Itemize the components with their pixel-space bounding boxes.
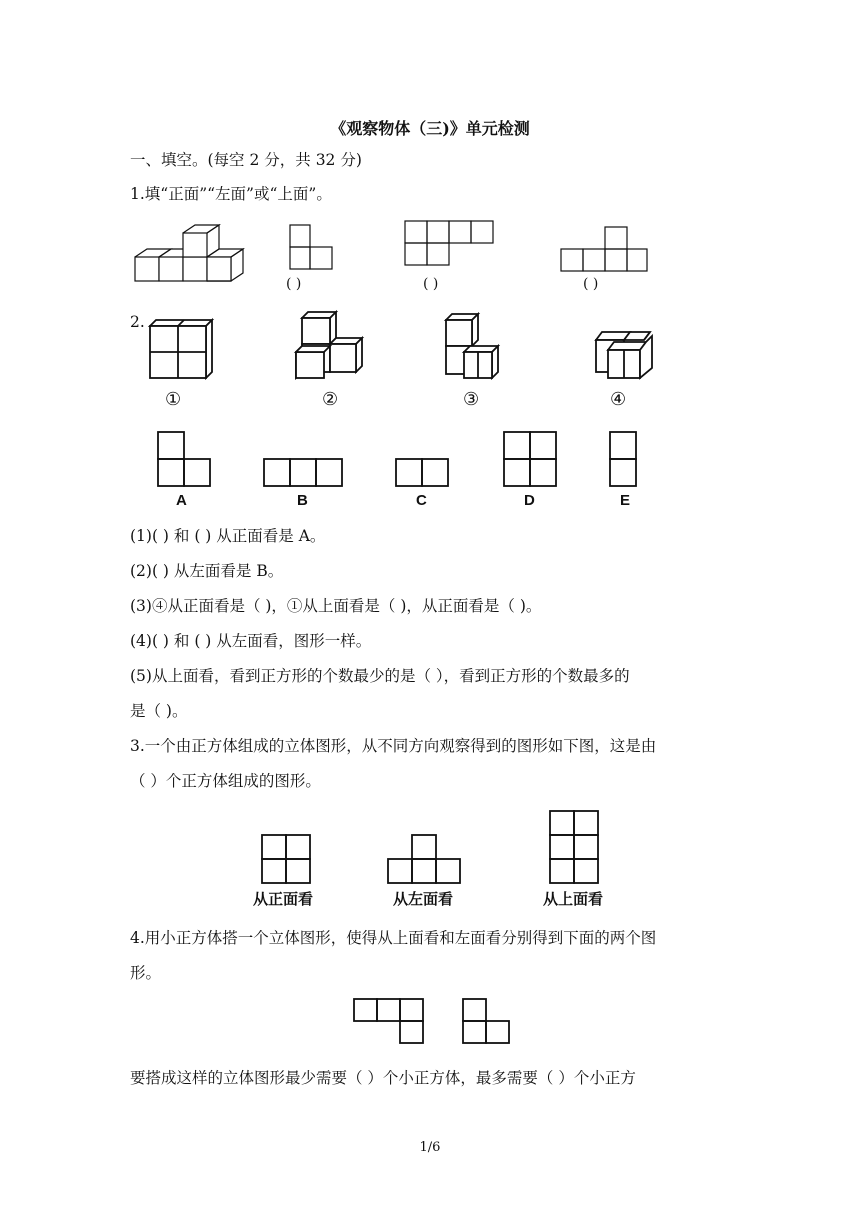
page-number: 1/6 bbox=[419, 1140, 441, 1155]
q1-blank-3: ( ) bbox=[583, 276, 599, 292]
figure-label-4: ④ bbox=[610, 389, 627, 410]
q2-solids bbox=[140, 308, 680, 418]
view-label-E: E bbox=[620, 492, 631, 509]
view-label-D: D bbox=[524, 492, 535, 509]
q2-number: 2. bbox=[130, 313, 145, 331]
q1-blank-1: ( ) bbox=[286, 276, 302, 292]
q3-top-view bbox=[550, 811, 598, 883]
q1-prompt: 1.填“正面”“左面”或“上面”。 bbox=[130, 185, 332, 203]
view-E bbox=[610, 432, 636, 486]
figure-label-1: ① bbox=[165, 389, 182, 410]
q2-sub-1: (1)( ) 和 ( ) 从正面看是 A。 bbox=[130, 527, 326, 545]
q1-view-3 bbox=[561, 227, 647, 271]
q2-sub-3: (3)④从正面看是（ )，①从上面看是（ )，从正面看是（ )。 bbox=[130, 597, 542, 615]
q2-sub-2: (2)( ) 从左面看是 B。 bbox=[130, 562, 284, 580]
view-A bbox=[158, 432, 210, 486]
q4-views bbox=[350, 995, 520, 1049]
q2-sub-4: (4)( ) 和 ( ) 从左面看，图形一样。 bbox=[130, 632, 372, 650]
q3-front-view bbox=[262, 835, 310, 883]
solid-2 bbox=[296, 312, 362, 378]
q4-top-view bbox=[354, 999, 423, 1043]
view-label-B: B bbox=[297, 492, 308, 509]
q2-views bbox=[150, 428, 650, 492]
q2-sub-5: (5)从上面看，看到正方形的个数最少的是（ ），看到正方形的个数最多的 bbox=[130, 667, 630, 685]
solid-1 bbox=[150, 320, 212, 378]
q3-line-1: 3.一个由正方体组成的立体图形，从不同方向观察得到的图形如下图，这是由 bbox=[130, 737, 657, 755]
q3-line-2: （ ）个正方体组成的图形。 bbox=[130, 772, 321, 790]
q1-figure bbox=[125, 215, 685, 297]
q3-caption-left: 从左面看 bbox=[393, 890, 454, 908]
figure-label-2: ② bbox=[322, 389, 339, 410]
q3-views bbox=[250, 805, 620, 885]
solid-4 bbox=[596, 332, 652, 378]
view-B bbox=[264, 459, 342, 486]
q3-caption-top: 从上面看 bbox=[543, 890, 604, 908]
view-label-A: A bbox=[176, 492, 187, 509]
page-title: 《观察物体（三)》单元检测 bbox=[330, 119, 530, 138]
q1-view-1 bbox=[290, 225, 332, 269]
view-D bbox=[504, 432, 556, 486]
q2-sub-5-cont: 是（ )。 bbox=[130, 702, 188, 720]
section-heading: 一、填空。(每空 2 分，共 32 分) bbox=[130, 151, 362, 169]
view-label-C: C bbox=[416, 492, 427, 509]
q1-blank-2: ( ) bbox=[423, 276, 439, 292]
q4-left-view bbox=[463, 999, 509, 1043]
view-C bbox=[396, 459, 448, 486]
figure-label-3: ③ bbox=[463, 389, 480, 410]
q1-solid bbox=[135, 225, 243, 281]
q4-line-3: 要搭成这样的立体图形最少需要（ ）个小正方体，最多需要（ ）个小正方 bbox=[130, 1069, 636, 1087]
q3-left-view bbox=[388, 835, 460, 883]
q4-line-1: 4.用小正方体搭一个立体图形，使得从上面看和左面看分别得到下面的两个图 bbox=[130, 929, 657, 947]
q3-caption-front: 从正面看 bbox=[253, 890, 314, 908]
q1-view-2 bbox=[405, 221, 493, 265]
solid-3 bbox=[446, 314, 498, 378]
q4-line-2: 形。 bbox=[130, 964, 162, 982]
